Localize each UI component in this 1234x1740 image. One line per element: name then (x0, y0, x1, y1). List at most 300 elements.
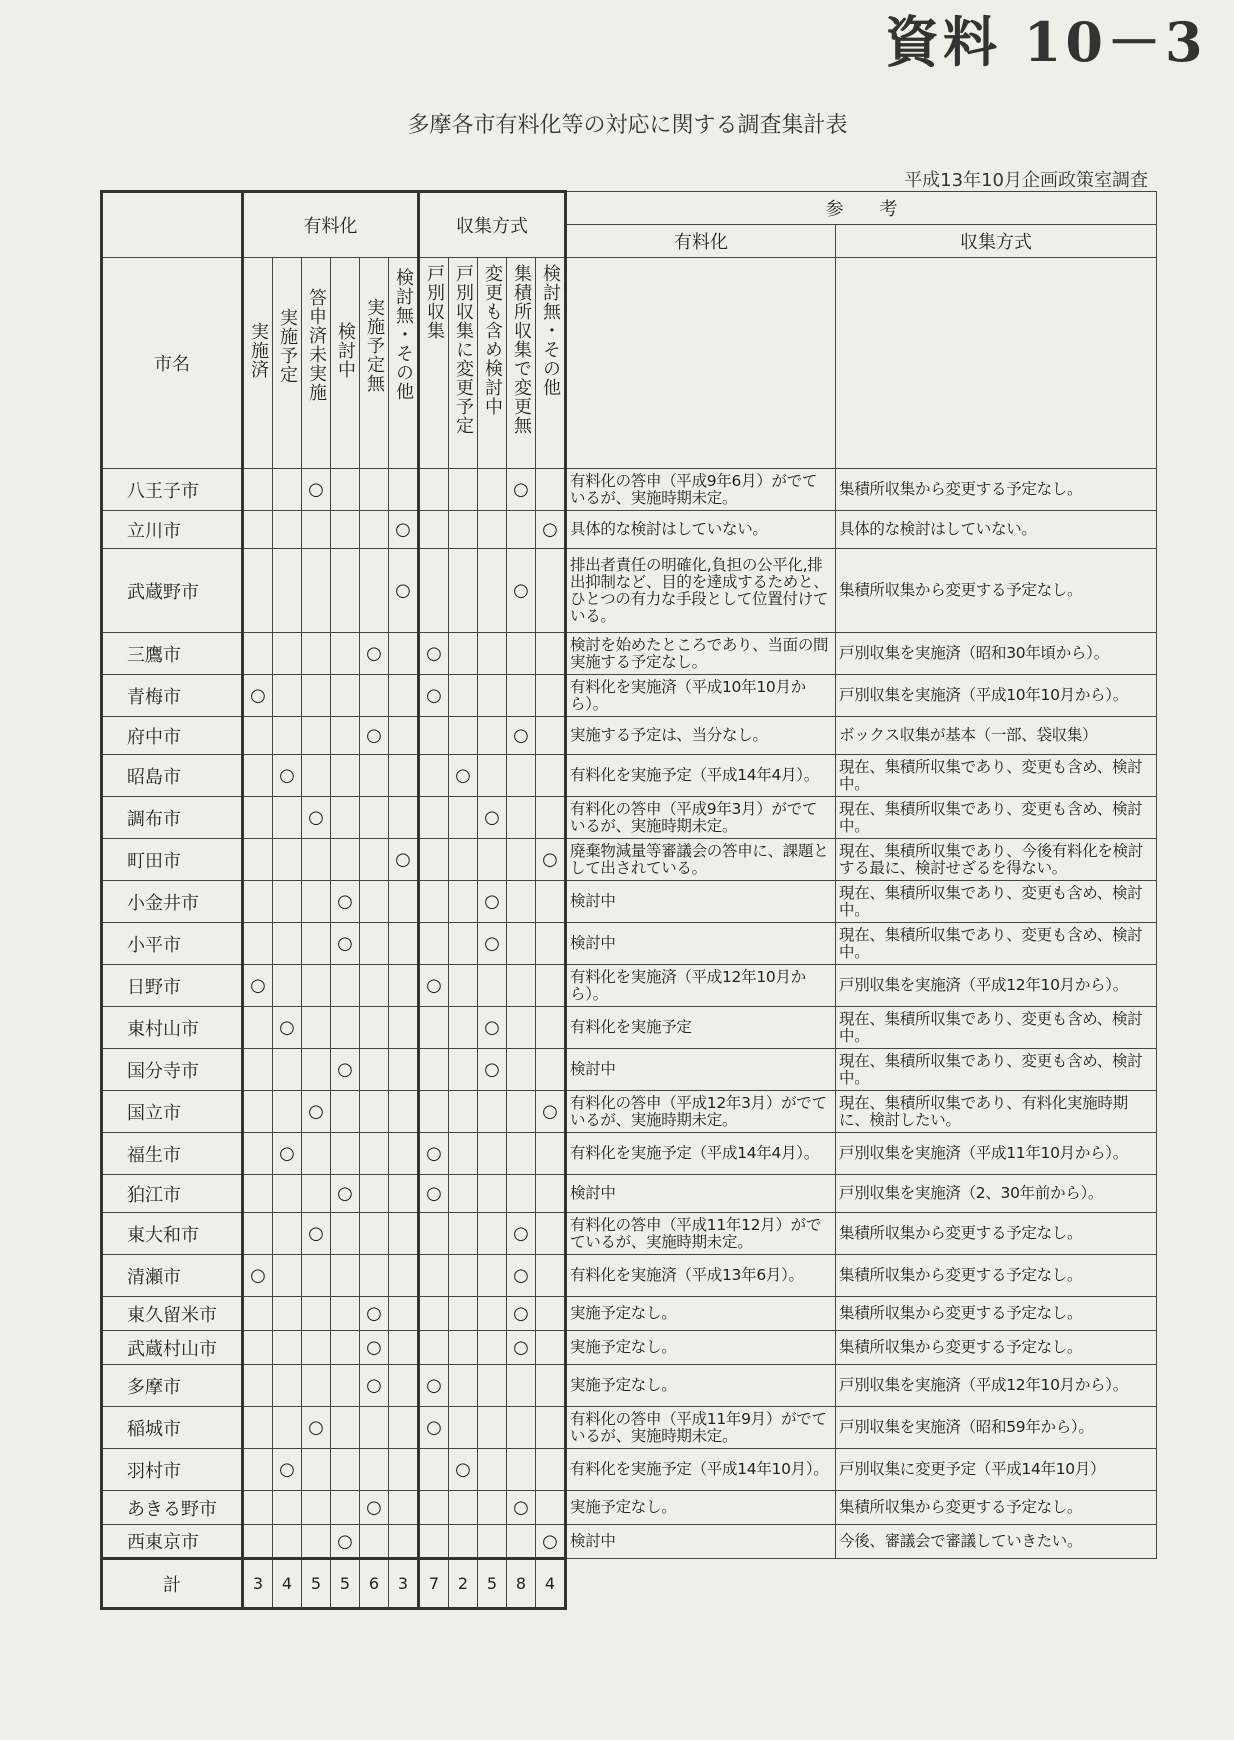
fee-status-cell (360, 549, 389, 633)
fee-status-mark: ○ (279, 765, 295, 786)
fee-status-cell (273, 1175, 302, 1213)
collection-status-cell (419, 1049, 449, 1091)
page-title: 多摩各市有料化等の対応に関する調査集計表 (407, 113, 848, 138)
collection-status-cell (449, 923, 478, 965)
note-collection: 集積所収集から変更する予定なし。 (836, 1213, 1157, 1255)
fee-status-cell (360, 1175, 389, 1213)
fee-status-cell (243, 923, 273, 965)
collection-status-cell (507, 1365, 536, 1407)
city-name: 稲城市 (102, 1407, 243, 1449)
collection-status-cell (478, 1007, 507, 1049)
fee-status-cell (389, 1365, 419, 1407)
fee-status-cell (389, 675, 419, 717)
note-fee: 廃棄物減量等審議会の答申に、課題として出されている。 (566, 839, 836, 881)
fee-status-cell (389, 1255, 419, 1297)
collection-status-cell (478, 1213, 507, 1255)
document-label: 資料 10－3 (885, 10, 1207, 74)
fee-status-cell (302, 1297, 331, 1331)
header-fee-col-5-label: 実施予定無 (364, 298, 385, 393)
collection-status-cell (536, 675, 566, 717)
table-row (102, 1133, 1157, 1175)
city-name: 東久留米市 (102, 1297, 243, 1331)
fee-status-cell (360, 1007, 389, 1049)
table-row (102, 717, 1157, 755)
collection-status-cell (478, 923, 507, 965)
fee-status-mark: ○ (366, 1337, 382, 1358)
fee-status-cell (302, 1255, 331, 1297)
note-collection: 現在、集積所収集であり、変更も含め、検討中。 (836, 797, 1157, 839)
collection-status-cell (507, 1449, 536, 1491)
note-collection: 戸別収集を実施済（2、30年前から）。 (836, 1175, 1157, 1213)
fee-status-mark: ○ (395, 849, 411, 870)
city-name: 町田市 (102, 839, 243, 881)
fee-status-cell (331, 633, 360, 675)
note-collection: 戸別収集を実施済（平成12年10月から）。 (836, 965, 1157, 1007)
collection-status-cell (478, 717, 507, 755)
totals-row (102, 1559, 1157, 1609)
fee-status-cell (243, 797, 273, 839)
city-name: 国分寺市 (102, 1049, 243, 1091)
city-name: 羽村市 (102, 1449, 243, 1491)
collection-status-mark: ○ (513, 1223, 529, 1244)
collection-status-cell (449, 1091, 478, 1133)
header-fee-col-2 (273, 258, 302, 469)
fee-status-cell (302, 1331, 331, 1365)
fee-status-cell (302, 633, 331, 675)
collection-status-cell (419, 1491, 449, 1525)
collection-status-cell (507, 1331, 536, 1365)
fee-status-cell (331, 511, 360, 549)
collection-status-mark: ○ (513, 479, 529, 500)
note-fee: 有料化の答申（平成11年12月）がでているが、実施時期未定。 (566, 1213, 836, 1255)
note-fee: 検討中 (566, 881, 836, 923)
collection-status-cell (449, 1491, 478, 1525)
header-fee-col-3 (302, 258, 331, 469)
collection-status-cell (507, 1091, 536, 1133)
fee-status-cell (302, 1049, 331, 1091)
collection-status-cell (449, 1525, 478, 1559)
fee-status-mark: ○ (337, 1183, 353, 1204)
collection-status-cell (419, 1407, 449, 1449)
fee-status-cell (273, 1213, 302, 1255)
header-fee-col-1 (243, 258, 273, 469)
collection-status-cell (449, 1007, 478, 1049)
collection-status-cell (536, 755, 566, 797)
note-fee: 検討中 (566, 1049, 836, 1091)
collection-status-cell (419, 511, 449, 549)
table-row (102, 1213, 1157, 1255)
collection-status-cell (478, 549, 507, 633)
fee-status-cell (302, 1407, 331, 1449)
collection-status-cell (449, 1133, 478, 1175)
note-collection: 戸別収集を実施済（昭和30年頃から）。 (836, 633, 1157, 675)
collection-status-cell (449, 1331, 478, 1365)
fee-status-cell (243, 549, 273, 633)
table-row (102, 839, 1157, 881)
survey-table (100, 190, 1157, 1610)
header-reference: 参 考 (566, 192, 1157, 225)
table-row (102, 675, 1157, 717)
totals-blank (836, 1559, 1157, 1609)
fee-status-cell (243, 1365, 273, 1407)
fee-status-cell (243, 1255, 273, 1297)
note-fee: 有料化の答申（平成9年3月）がでているが、実施時期未定。 (566, 797, 836, 839)
fee-status-cell (243, 675, 273, 717)
city-name: 日野市 (102, 965, 243, 1007)
header-group-collection: 収集方式 (419, 192, 566, 258)
header-group-fee: 有料化 (243, 192, 419, 258)
fee-status-cell (273, 1007, 302, 1049)
fee-status-cell (360, 1213, 389, 1255)
collection-status-cell (419, 797, 449, 839)
header-col-col-1 (419, 258, 449, 469)
collection-status-cell (536, 1407, 566, 1449)
fee-status-cell (273, 965, 302, 1007)
collection-status-cell (536, 469, 566, 511)
header-col-col-2-label: 戸別収集に変更予定 (453, 264, 474, 435)
collection-status-cell (419, 1091, 449, 1133)
fee-status-cell (360, 469, 389, 511)
collection-status-cell (507, 797, 536, 839)
fee-status-cell (243, 1407, 273, 1449)
fee-status-cell (243, 469, 273, 511)
fee-status-cell (389, 1091, 419, 1133)
table-row (102, 469, 1157, 511)
fee-status-cell (389, 1049, 419, 1091)
fee-status-cell (331, 1491, 360, 1525)
city-name: あきる野市 (102, 1491, 243, 1525)
collection-status-cell (536, 965, 566, 1007)
collection-status-cell (478, 1407, 507, 1449)
collection-status-cell (536, 1133, 566, 1175)
collection-status-cell (449, 1365, 478, 1407)
city-name: 小平市 (102, 923, 243, 965)
fee-status-cell (243, 881, 273, 923)
fee-status-cell (389, 1133, 419, 1175)
fee-status-cell (302, 1133, 331, 1175)
total-fee-count: 5 (331, 1559, 360, 1609)
collection-status-cell (507, 469, 536, 511)
collection-status-cell (478, 881, 507, 923)
city-name: 福生市 (102, 1133, 243, 1175)
collection-status-cell (419, 1297, 449, 1331)
note-collection: 現在、集積所収集であり、変更も含め、検討中。 (836, 1049, 1157, 1091)
table-row (102, 1255, 1157, 1297)
fee-status-cell (389, 965, 419, 1007)
fee-status-cell (331, 1449, 360, 1491)
fee-status-mark: ○ (308, 807, 324, 828)
fee-status-cell (389, 717, 419, 755)
fee-status-cell (243, 1331, 273, 1365)
fee-status-cell (389, 511, 419, 549)
collection-status-cell (419, 965, 449, 1007)
note-fee: 検討中 (566, 1525, 836, 1559)
note-fee: 有料化を実施予定（平成14年4月）。 (566, 755, 836, 797)
header-reference-collection: 収集方式 (836, 225, 1157, 258)
collection-status-cell (419, 1365, 449, 1407)
collection-status-cell (536, 1007, 566, 1049)
city-name: 武蔵村山市 (102, 1331, 243, 1365)
header-col-col-3-label: 変更も含め検討中 (482, 264, 503, 416)
collection-status-cell (478, 1297, 507, 1331)
fee-status-cell (302, 1213, 331, 1255)
collection-status-cell (449, 511, 478, 549)
fee-status-cell (302, 755, 331, 797)
note-fee: 有料化の答申（平成11年9月）がでているが、実施時期未定。 (566, 1407, 836, 1449)
collection-status-cell (478, 797, 507, 839)
note-fee: 具体的な検討はしていない。 (566, 511, 836, 549)
total-fee-count: 3 (389, 1559, 419, 1609)
collection-status-mark: ○ (455, 1459, 471, 1480)
fee-status-cell (360, 1525, 389, 1559)
fee-status-cell (360, 717, 389, 755)
note-collection: 戸別収集を実施済（平成12年10月から）。 (836, 1365, 1157, 1407)
fee-status-cell (331, 1175, 360, 1213)
collection-status-cell (478, 1175, 507, 1213)
collection-status-cell (507, 1255, 536, 1297)
fee-status-cell (331, 1407, 360, 1449)
fee-status-cell (331, 1255, 360, 1297)
note-fee: 有料化を実施済（平成12年10月から）。 (566, 965, 836, 1007)
collection-status-cell (478, 1449, 507, 1491)
collection-status-cell (507, 675, 536, 717)
fee-status-cell (243, 1213, 273, 1255)
header-city-label: 市名 (154, 354, 190, 375)
header-fee-col-4-label: 検討中 (335, 322, 356, 379)
total-fee-count: 5 (302, 1559, 331, 1609)
collection-status-cell (507, 1297, 536, 1331)
note-collection: ボックス収集が基本（一部、袋収集） (836, 717, 1157, 755)
survey-source: 平成13年10月企画政策室調査 (904, 170, 1148, 191)
table-row (102, 1175, 1157, 1213)
collection-status-cell (536, 1255, 566, 1297)
fee-status-cell (389, 1525, 419, 1559)
collection-status-mark: ○ (484, 933, 500, 954)
table-row (102, 1091, 1157, 1133)
fee-status-cell (273, 1525, 302, 1559)
fee-status-mark: ○ (250, 685, 266, 706)
fee-status-cell (273, 633, 302, 675)
collection-status-cell (478, 839, 507, 881)
fee-status-cell (360, 1491, 389, 1525)
collection-status-mark: ○ (542, 519, 558, 540)
fee-status-cell (243, 1525, 273, 1559)
table-row (102, 1331, 1157, 1365)
fee-status-cell (273, 755, 302, 797)
collection-status-cell (449, 1049, 478, 1091)
fee-status-cell (302, 1491, 331, 1525)
city-name: 八王子市 (102, 469, 243, 511)
table-row (102, 881, 1157, 923)
fee-status-cell (331, 755, 360, 797)
collection-status-cell (419, 1175, 449, 1213)
fee-status-cell (360, 675, 389, 717)
note-collection: 戸別収集を実施済（平成10年10月から）。 (836, 675, 1157, 717)
city-name: 小金井市 (102, 881, 243, 923)
note-fee: 検討を始めたところであり、当面の間実施する予定なし。 (566, 633, 836, 675)
fee-status-cell (302, 675, 331, 717)
collection-status-cell (449, 633, 478, 675)
fee-status-cell (273, 1407, 302, 1449)
fee-status-cell (243, 1297, 273, 1331)
collection-status-cell (478, 1255, 507, 1297)
fee-status-mark: ○ (366, 643, 382, 664)
city-name: 立川市 (102, 511, 243, 549)
collection-status-cell (449, 965, 478, 1007)
fee-status-cell (243, 1091, 273, 1133)
city-name: 三鷹市 (102, 633, 243, 675)
table-row (102, 965, 1157, 1007)
fee-status-mark: ○ (250, 975, 266, 996)
fee-status-cell (389, 1407, 419, 1449)
table-row (102, 1049, 1157, 1091)
fee-status-cell (273, 511, 302, 549)
note-collection: 戸別収集に変更予定（平成14年10月） (836, 1449, 1157, 1491)
fee-status-cell (360, 1133, 389, 1175)
collection-status-cell (536, 1213, 566, 1255)
note-fee: 検討中 (566, 923, 836, 965)
fee-status-cell (389, 1175, 419, 1213)
fee-status-cell (389, 881, 419, 923)
collection-status-cell (507, 1525, 536, 1559)
fee-status-cell (389, 1491, 419, 1525)
collection-status-mark: ○ (426, 643, 442, 664)
table-row (102, 797, 1157, 839)
fee-status-cell (389, 1213, 419, 1255)
header-fee-col-5 (360, 258, 389, 469)
collection-status-mark: ○ (513, 1303, 529, 1324)
collection-status-cell (419, 923, 449, 965)
fee-status-cell (360, 755, 389, 797)
fee-status-cell (360, 1331, 389, 1365)
fee-status-cell (331, 675, 360, 717)
collection-status-cell (449, 839, 478, 881)
fee-status-cell (331, 1525, 360, 1559)
fee-status-cell (273, 675, 302, 717)
header-blank-corner (102, 192, 243, 258)
fee-status-cell (302, 1525, 331, 1559)
fee-status-cell (389, 797, 419, 839)
header-fee-col-3-label: 答申済未実施 (306, 288, 327, 402)
header-reference-fee: 有料化 (566, 225, 836, 258)
city-name: 多摩市 (102, 1365, 243, 1407)
collection-status-cell (419, 469, 449, 511)
collection-status-cell (419, 675, 449, 717)
fee-status-cell (389, 549, 419, 633)
fee-status-cell (302, 797, 331, 839)
collection-status-cell (536, 839, 566, 881)
collection-status-cell (507, 1213, 536, 1255)
fee-status-cell (302, 1365, 331, 1407)
fee-status-cell (273, 1449, 302, 1491)
note-fee: 有料化を実施予定（平成14年10月）。 (566, 1449, 836, 1491)
collection-status-mark: ○ (513, 1497, 529, 1518)
fee-status-cell (389, 1331, 419, 1365)
note-collection: 集積所収集から変更する予定なし。 (836, 549, 1157, 633)
fee-status-cell (243, 965, 273, 1007)
fee-status-cell (331, 839, 360, 881)
fee-status-cell (389, 1007, 419, 1049)
collection-status-cell (478, 965, 507, 1007)
fee-status-mark: ○ (279, 1143, 295, 1164)
fee-status-cell (302, 1007, 331, 1049)
fee-status-mark: ○ (279, 1017, 295, 1038)
fee-status-cell (243, 1007, 273, 1049)
collection-status-cell (449, 797, 478, 839)
city-name: 青梅市 (102, 675, 243, 717)
fee-status-cell (331, 965, 360, 1007)
collection-status-cell (449, 717, 478, 755)
fee-status-cell (360, 797, 389, 839)
city-name: 清瀬市 (102, 1255, 243, 1297)
collection-status-cell (507, 549, 536, 633)
collection-status-cell (419, 549, 449, 633)
fee-status-cell (389, 469, 419, 511)
note-collection: 今後、審議会で審議していきたい。 (836, 1525, 1157, 1559)
fee-status-cell (360, 1365, 389, 1407)
note-collection: 戸別収集を実施済（昭和59年から）。 (836, 1407, 1157, 1449)
collection-status-cell (536, 881, 566, 923)
fee-status-cell (389, 839, 419, 881)
collection-status-cell (536, 797, 566, 839)
table-row (102, 511, 1157, 549)
fee-status-cell (302, 1175, 331, 1213)
header-col-col-4-label: 集積所収集で変更無 (511, 264, 532, 435)
collection-status-cell (536, 1175, 566, 1213)
collection-status-cell (478, 1133, 507, 1175)
totals-label: 計 (102, 1559, 243, 1609)
collection-status-mark: ○ (426, 1417, 442, 1438)
collection-status-mark: ○ (513, 1265, 529, 1286)
collection-status-cell (507, 633, 536, 675)
fee-status-cell (243, 633, 273, 675)
note-collection: 集積所収集から変更する予定なし。 (836, 1255, 1157, 1297)
fee-status-cell (243, 1491, 273, 1525)
collection-status-mark: ○ (542, 1101, 558, 1122)
collection-status-cell (536, 1331, 566, 1365)
collection-status-cell (419, 1255, 449, 1297)
collection-status-mark: ○ (542, 849, 558, 870)
fee-status-cell (273, 1297, 302, 1331)
fee-status-cell (360, 1407, 389, 1449)
fee-status-mark: ○ (366, 1303, 382, 1324)
table-row (102, 1297, 1157, 1331)
fee-status-cell (331, 923, 360, 965)
table-row (102, 1365, 1157, 1407)
note-collection: 集積所収集から変更する予定なし。 (836, 1331, 1157, 1365)
fee-status-mark: ○ (337, 933, 353, 954)
collection-status-cell (419, 717, 449, 755)
collection-status-cell (536, 511, 566, 549)
header-col-col-5-label: 検討無・その他 (540, 264, 561, 397)
total-collection-count: 5 (478, 1559, 507, 1609)
collection-status-cell (507, 1007, 536, 1049)
collection-status-cell (449, 1213, 478, 1255)
fee-status-cell (302, 549, 331, 633)
note-fee: 排出者責任の明確化,負担の公平化,排出抑制など、目的を達成するためと、ひとつの有力な手段として位置付けている。 (566, 549, 836, 633)
fee-status-cell (243, 839, 273, 881)
header-fee-col-6-label: 検討無・その他 (393, 268, 414, 401)
collection-status-mark: ○ (513, 725, 529, 746)
collection-status-cell (478, 511, 507, 549)
collection-status-cell (507, 755, 536, 797)
fee-status-cell (331, 881, 360, 923)
collection-status-cell (536, 1091, 566, 1133)
collection-status-mark: ○ (513, 580, 529, 601)
note-fee: 有料化の答申（平成9年6月）がでているが、実施時期未定。 (566, 469, 836, 511)
total-collection-count: 2 (449, 1559, 478, 1609)
fee-status-mark: ○ (308, 1223, 324, 1244)
